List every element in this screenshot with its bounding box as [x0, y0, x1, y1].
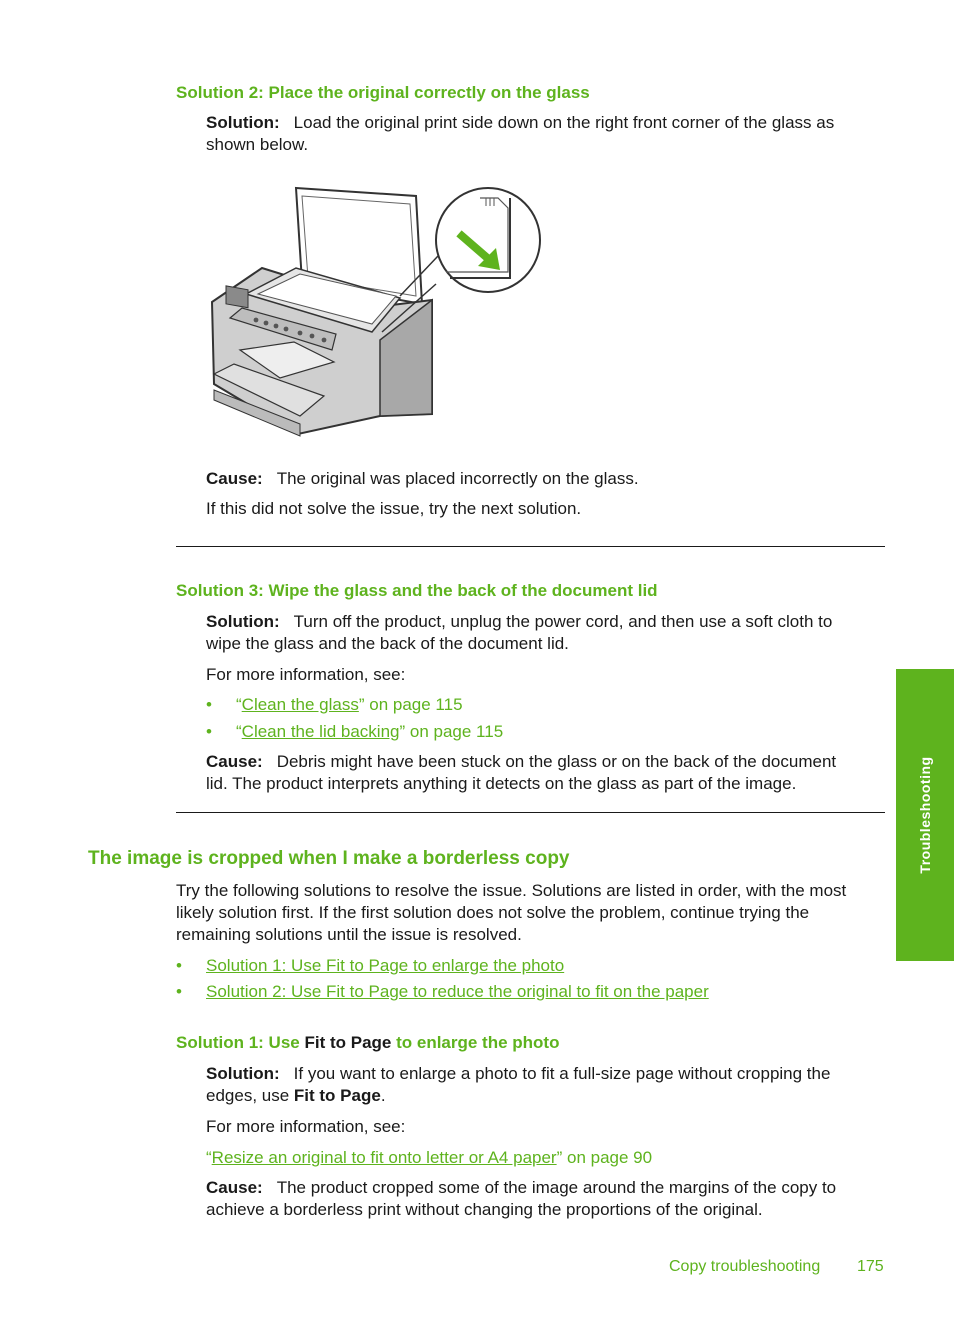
quote-open: “ [236, 722, 242, 741]
footer-section: Copy troubleshooting [669, 1258, 821, 1275]
fit-to-page-bold: Fit to Page [293, 1086, 381, 1105]
next-solution-note: If this did not solve the issue, try the next solution. [206, 499, 582, 518]
bullet-icon: • [206, 722, 212, 741]
scanner-illustration [204, 184, 544, 440]
cause-line-1: Debris might have been stuck on the glass or on the back of the document [276, 752, 837, 771]
clean-lid-backing-link[interactable]: Clean the lid backing [241, 722, 400, 741]
quote-open: “ [206, 1148, 212, 1167]
list-item [176, 981, 709, 1003]
list-item [206, 694, 463, 716]
solution-3-heading: Solution 3: Wipe the glass and the back of the document lid [176, 581, 658, 600]
quote-open: “ [236, 695, 242, 714]
cause-line-2: lid. The product interprets anything it detects on the glass as part of the image. [206, 774, 797, 793]
solution-2-cause [206, 468, 639, 490]
solution-1-text [206, 1063, 896, 1107]
more-info-label: For more information, see: [206, 665, 406, 684]
solution-2-heading: Solution 2: Place the original correctly on the glass [176, 83, 590, 102]
resize-original-link[interactable]: Resize an original to fit onto letter or A4 paper [211, 1148, 557, 1167]
cause-text: The original was placed incorrectly on the glass. [276, 469, 639, 488]
cause-label: Cause: [206, 469, 263, 488]
solution-label: Solution: [206, 113, 280, 132]
cause-label: Cause: [206, 752, 263, 771]
divider [176, 812, 885, 813]
cause-line-1: The product cropped some of the image around the margins of the copy to [276, 1178, 837, 1197]
intro-line-3: remaining solutions until the issue is resolved. [176, 925, 522, 944]
clean-glass-link[interactable]: Clean the glass [241, 695, 359, 714]
resize-reference [206, 1147, 652, 1169]
bullet-icon: • [206, 695, 212, 714]
solution-2-text [206, 112, 896, 156]
more-info-label: For more information, see: [206, 1117, 406, 1136]
heading-part-1: Solution 1: Use [176, 1033, 305, 1052]
intro-line-1: Try the following solutions to resolve the issue. Solutions are listed in order, with the most [176, 881, 847, 900]
bullet-icon: • [176, 982, 182, 1001]
solution-3-line-2: wipe the glass and the back of the document lid. [206, 634, 569, 653]
troubleshooting-side-tab [896, 669, 954, 961]
solution-1-heading [176, 1033, 559, 1053]
solution-1-line-2c: . [380, 1086, 386, 1105]
page-number: 175 [857, 1258, 884, 1275]
divider [176, 546, 885, 547]
bullet-icon: • [176, 956, 182, 975]
list-item [206, 721, 503, 743]
solution-1-cause [206, 1177, 896, 1221]
intro-line-2: likely solution first. If the first solution does not solve the problem, continue trying the [176, 903, 810, 922]
solution-3-line-1: Turn off the product, unplug the power cord, and then use a soft cloth to [293, 612, 833, 631]
solution-3-text [206, 611, 896, 655]
solution-label: Solution: [206, 1064, 280, 1083]
solution-3-cause [206, 751, 896, 795]
solution-1-line-2a: edges, use [206, 1086, 294, 1105]
heading-fit-to-page: Fit to Page [304, 1033, 392, 1052]
solution-2-line-1: Load the original print side down on the right front corner of the glass as [293, 113, 835, 132]
section-heading: The image is cropped when I make a borderless copy [88, 848, 570, 869]
side-tab-label: Troubleshooting [917, 756, 933, 874]
solution-1-line-1: If you want to enlarge a photo to fit a full-size page without cropping the [293, 1064, 831, 1083]
heading-part-3: to enlarge the photo [391, 1033, 560, 1052]
page-ref: ” on page 115 [399, 722, 504, 741]
list-item [176, 955, 564, 977]
solution-2-link[interactable]: Solution 2: Use Fit to Page to reduce the original to fit on the paper [206, 982, 709, 1001]
page-ref: ” on page 90 [556, 1148, 653, 1167]
cause-line-2: achieve a borderless print without changing the proportions of the original. [206, 1200, 763, 1219]
solution-1-link[interactable]: Solution 1: Use Fit to Page to enlarge the photo [206, 956, 565, 975]
cause-label: Cause: [206, 1178, 263, 1197]
section-intro [176, 880, 891, 946]
solution-2-line-2: shown below. [206, 135, 309, 154]
page-ref: ” on page 115 [358, 695, 463, 714]
solution-label: Solution: [206, 612, 280, 631]
